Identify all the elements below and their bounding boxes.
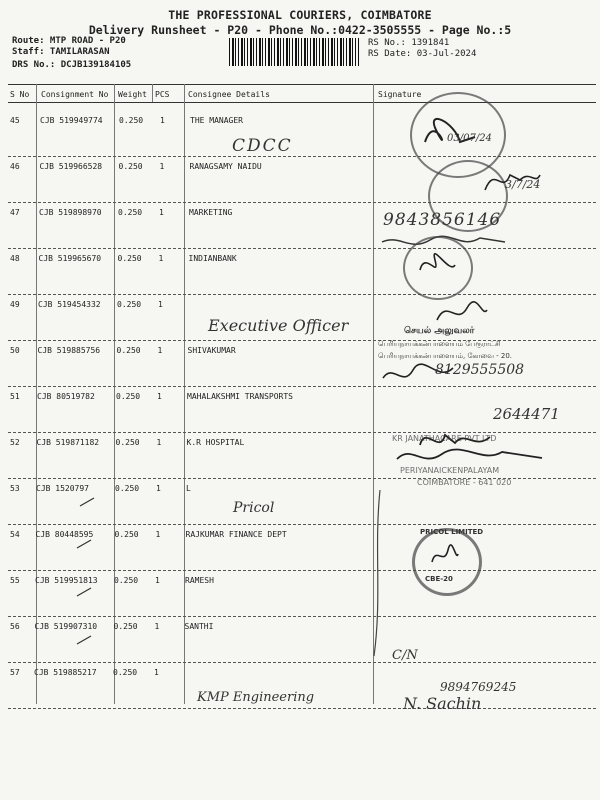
row-consignee: SANTHI bbox=[184, 622, 214, 631]
header-rule-bottom bbox=[8, 102, 596, 103]
row-sno: 50 bbox=[10, 346, 20, 355]
row-divider bbox=[8, 386, 596, 387]
row-weight: 0.250 bbox=[114, 530, 139, 539]
row-pcs: 1 bbox=[155, 576, 160, 585]
row-divider bbox=[8, 432, 596, 433]
row-consignee: SHIVAKUMAR bbox=[187, 346, 236, 355]
row-consignee: K.R HOSPITAL bbox=[186, 438, 245, 447]
handwritten-date-46: 3/7/24 bbox=[505, 178, 541, 191]
row-pcs: 1 bbox=[160, 116, 165, 125]
signature-52 bbox=[392, 444, 552, 470]
staff-label: Staff: TAMILARASAN bbox=[12, 47, 110, 57]
row-sno: 49 bbox=[10, 300, 20, 309]
col-signature: Signature bbox=[378, 90, 422, 99]
row-pcs: 1 bbox=[158, 254, 164, 263]
route-label: Route: MTP ROAD - P20 bbox=[12, 36, 126, 46]
barcode bbox=[229, 38, 359, 66]
handwritten-phone-50: 8129555508 bbox=[435, 362, 525, 378]
row-divider bbox=[8, 340, 596, 341]
handwritten-exec-49: Executive Officer bbox=[208, 316, 349, 335]
stamp-tamil-line2: பெரியநாயக்கன்பாளையம் பேரூராட்சி bbox=[378, 340, 501, 348]
row-consignment: CJB 519965670 bbox=[38, 254, 102, 263]
row-consignment: CJB 519885756 bbox=[37, 346, 101, 355]
row-divider bbox=[8, 294, 596, 295]
row-weight: 0.250 bbox=[116, 392, 141, 401]
row-sno: 54 bbox=[10, 530, 20, 539]
signature-48 bbox=[415, 250, 465, 285]
col-consignee: Consignee Details bbox=[188, 90, 270, 99]
row-sno: 48 bbox=[10, 254, 20, 263]
row-weight: 0.250 bbox=[118, 208, 143, 217]
handwritten-date-45: 03/07/24 bbox=[447, 133, 492, 144]
stamp-pricol-code: CBE-20 bbox=[425, 575, 453, 583]
stamp-kr-line1: KR JANATHACARE PVT LTD bbox=[392, 434, 497, 443]
row-sno: 47 bbox=[10, 208, 20, 217]
row-consignment: CJB 1520797 bbox=[36, 484, 89, 493]
col-weight: Weight bbox=[118, 90, 147, 99]
row-pcs: 1 bbox=[156, 438, 162, 447]
document-title: THE PROFESSIONAL COURIERS, COIMBATORE bbox=[168, 8, 432, 22]
row-weight: 0.250 bbox=[118, 162, 143, 171]
row-consignee: RAJKUMAR FINANCE DEPT bbox=[185, 530, 287, 539]
row-weight: 0.250 bbox=[117, 254, 142, 263]
row-divider bbox=[8, 202, 596, 203]
row-weight: 0.250 bbox=[113, 668, 138, 677]
row-pcs: 1 bbox=[154, 668, 159, 677]
col-divider bbox=[152, 84, 153, 102]
handwritten-name-57: N. Sachin bbox=[403, 694, 482, 713]
row-divider bbox=[8, 570, 596, 571]
handwritten-kmp-57: KMP Engineering bbox=[197, 690, 315, 705]
row-consignment: CJB 519951813 bbox=[35, 576, 98, 585]
row-consignment: CJB 519898970 bbox=[39, 208, 102, 217]
row-sno: 57 bbox=[10, 668, 20, 677]
handwritten-num-51: 2644471 bbox=[493, 405, 560, 423]
row-consignment: CJB 80448595 bbox=[35, 530, 94, 539]
row-sno: 51 bbox=[10, 392, 20, 401]
row-pcs: 1 bbox=[159, 162, 165, 171]
row-consignee: MARKETING bbox=[189, 208, 233, 217]
row-pcs: 1 bbox=[159, 208, 164, 217]
row-consignment: CJB 519454332 bbox=[38, 300, 101, 309]
tick-54 bbox=[75, 538, 95, 552]
row-weight: 0.250 bbox=[116, 346, 141, 355]
stamp-kr-line2: PERIYANAICKENPALAYAM bbox=[400, 466, 500, 475]
row-divider bbox=[8, 616, 596, 617]
row-consignee: RANAGSAMY NAIDU bbox=[189, 162, 262, 171]
row-weight: 0.250 bbox=[119, 116, 144, 125]
row-sno: 53 bbox=[10, 484, 20, 493]
row-sno: 45 bbox=[10, 116, 20, 125]
tick-55 bbox=[75, 586, 95, 600]
tick-56 bbox=[75, 634, 95, 648]
row-consignee: THE MANAGER bbox=[190, 116, 243, 125]
row-weight: 0.250 bbox=[113, 622, 138, 631]
vertical-stroke bbox=[368, 488, 388, 658]
row-weight: 0.250 bbox=[115, 438, 140, 447]
row-divider bbox=[8, 524, 596, 525]
row-pcs: 1 bbox=[154, 622, 160, 631]
col-consignment: Consignment No bbox=[41, 90, 109, 99]
stamp-tamil-officer: செயல் அலுவலர் bbox=[404, 326, 475, 336]
row-consignment: CJB 519871182 bbox=[36, 438, 100, 447]
row-consignment: CJB 80519782 bbox=[37, 392, 95, 401]
row-divider bbox=[8, 156, 596, 157]
handwritten-cdcc: CDCC bbox=[232, 136, 293, 156]
drs-label: DRS No.: DCJB139184105 bbox=[12, 60, 132, 70]
row-consignment: CJB 519966528 bbox=[39, 162, 103, 171]
rs-date: RS Date: 03-Jul-2024 bbox=[368, 49, 477, 59]
row-divider bbox=[8, 708, 596, 709]
signature-49 bbox=[432, 298, 492, 328]
row-sno: 46 bbox=[10, 162, 20, 171]
row-pcs: 1 bbox=[155, 530, 161, 539]
row-consignee: INDIANBANK bbox=[188, 254, 237, 263]
row-weight: 0.250 bbox=[117, 300, 142, 309]
stamp-pricol: PRICOL LIMITED bbox=[420, 528, 484, 536]
signature-54 bbox=[428, 544, 462, 568]
row-pcs: 1 bbox=[157, 392, 162, 401]
stamp-tamil-line3: பெரியநாயக்கன்பாளையம், கோவை - 20. bbox=[378, 352, 513, 360]
col-divider bbox=[114, 84, 115, 704]
tick-53 bbox=[78, 496, 98, 510]
col-pcs: PCS bbox=[155, 90, 170, 99]
handwritten-cn-56: C/N bbox=[392, 648, 418, 663]
row-sno: 56 bbox=[10, 622, 20, 631]
header-rule-top bbox=[8, 84, 596, 85]
row-consignment: CJB 519885217 bbox=[34, 668, 97, 677]
row-consignee: RAMESH bbox=[185, 576, 214, 585]
row-pcs: 1 bbox=[156, 484, 161, 493]
row-consignee: L bbox=[186, 484, 191, 493]
row-consignment: CJB 519907310 bbox=[34, 622, 98, 631]
row-divider bbox=[8, 662, 596, 663]
handwritten-phone-57: 9894769245 bbox=[440, 680, 517, 694]
col-sno: S No bbox=[10, 90, 30, 99]
rs-number: RS No.: 1391841 bbox=[368, 38, 450, 48]
handwritten-phone-47: 9843856146 bbox=[383, 210, 502, 230]
row-consignment: CJB 519949774 bbox=[40, 116, 103, 125]
row-sno: 55 bbox=[10, 576, 20, 585]
col-divider bbox=[184, 84, 185, 704]
row-sno: 52 bbox=[10, 438, 20, 447]
row-pcs: 1 bbox=[158, 300, 163, 309]
stamp-kr-line3: COIMBATORE - 641 020 bbox=[417, 478, 512, 487]
row-weight: 0.250 bbox=[114, 576, 139, 585]
row-consignee: MAHALAKSHMI TRANSPORTS bbox=[187, 392, 293, 401]
row-pcs: 1 bbox=[157, 346, 163, 355]
row-weight: 0.250 bbox=[115, 484, 140, 493]
handwritten-pricol-53: Pricol bbox=[233, 500, 275, 516]
document-subtitle: Delivery Runsheet - P20 - Phone No.:0422-3505555 - Page No.:5 bbox=[88, 23, 512, 37]
